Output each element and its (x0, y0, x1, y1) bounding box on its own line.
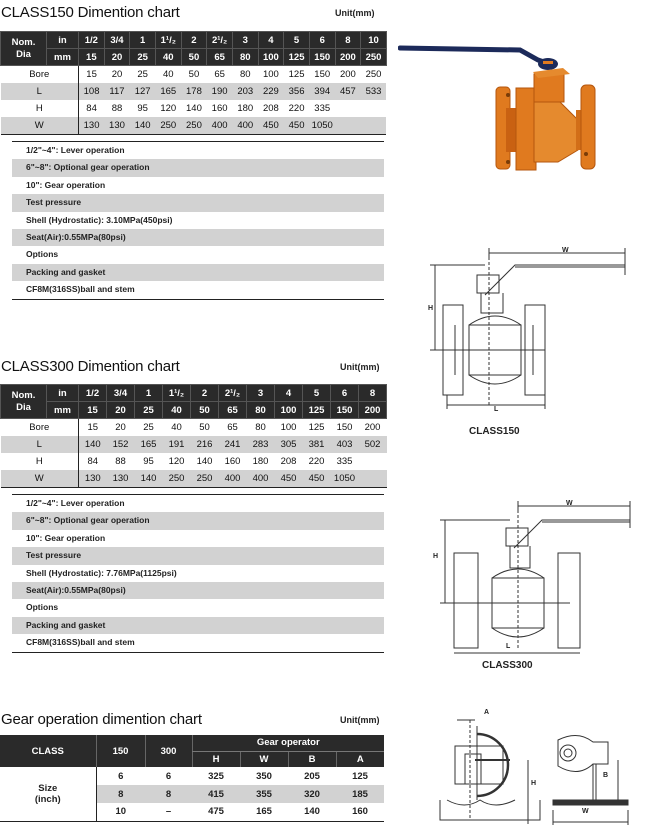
class300-notes (12, 494, 384, 653)
class150-caption: CLASS150 (469, 426, 520, 437)
table-cell: 335 (314, 103, 331, 114)
table-row (1, 453, 387, 470)
size-in-header: 1/2 (79, 385, 107, 402)
nom-dia-header (1, 32, 47, 66)
table-cell: 120 (168, 456, 185, 467)
row-label: W (1, 117, 79, 135)
note-line: Shell (Hydrostatic): 3.10MPa(450psi) (26, 214, 173, 225)
size-in-header: 2 (191, 385, 219, 402)
table-cell: 127 (130, 83, 156, 100)
table-cell: 241 (219, 436, 247, 453)
note-line: Shell (Hydrostatic): 7.76MPa(1125psi) (26, 567, 177, 578)
size-mm-header: 125 (303, 402, 331, 419)
in-header: in (47, 385, 79, 402)
table-cell: 400 (219, 470, 247, 488)
table-cell: 84 (86, 103, 97, 114)
nom-label: Nom. (11, 36, 36, 48)
table-cell: 130 (104, 117, 130, 135)
size-in-header: 8 (359, 385, 387, 402)
table-cell (359, 470, 387, 488)
table-cell: 394 (309, 83, 335, 100)
class300-caption: CLASS300 (482, 660, 533, 671)
note-line: Packing and gasket (12, 264, 384, 281)
table-cell: 80 (239, 69, 251, 80)
table-cell: 450 (284, 117, 310, 135)
size-in-header: 4 (258, 32, 284, 49)
valve-body-icon (496, 68, 595, 170)
note-line: CF8M(316SS)ball and stem (26, 637, 135, 648)
table-cell: 178 (181, 83, 207, 100)
size-label-line1: Size (38, 782, 58, 794)
table-cell: 450 (303, 470, 331, 488)
size-mm-header: 25 (130, 49, 156, 66)
table-cell: 250 (365, 69, 382, 80)
gear-cell: 6 (118, 770, 124, 782)
gear-class-header: CLASS (0, 735, 96, 767)
table-cell (361, 117, 387, 135)
table-cell: 140 (135, 470, 163, 488)
gear-cell: – (165, 806, 172, 818)
table-cell: 125 (308, 422, 325, 433)
note-line: Test pressure (12, 194, 384, 211)
table-cell (359, 453, 387, 470)
table-cell: 40 (163, 69, 174, 80)
row-label: H (1, 100, 79, 117)
size-in-header: 5 (284, 32, 310, 49)
table-row (1, 100, 387, 117)
table-cell: 450 (275, 470, 303, 488)
table-cell: 160 (211, 103, 228, 114)
table-cell: 25 (143, 422, 154, 433)
gear-h-label: H (531, 780, 537, 787)
note-line: Seat(Air):0.55MPa(80psi) (12, 582, 384, 599)
class150-dimension-table (0, 31, 387, 135)
size-mm-header: 250 (361, 49, 387, 66)
size-mm-header: 125 (284, 49, 310, 66)
class300-l-label: L (506, 643, 511, 650)
class150-h-label: H (428, 305, 434, 312)
table-cell: 457 (335, 83, 361, 100)
gear-cell: 10 (115, 806, 127, 818)
table-cell: 250 (155, 117, 181, 135)
size-mm-header: 25 (135, 402, 163, 419)
nom-dia-header (1, 385, 47, 419)
size-mm-header: 20 (107, 402, 135, 419)
table-cell: 140 (130, 117, 156, 135)
table-cell: 95 (143, 456, 154, 467)
gear-cell: 325 (208, 770, 224, 782)
table-cell: 108 (79, 83, 105, 100)
class150-unit: Unit(mm) (335, 8, 375, 18)
table-cell: 305 (275, 436, 303, 453)
row-label: Bore (1, 419, 79, 437)
size-in-header: 3/4 (104, 32, 130, 49)
gear-title: Gear operation dimention chart (1, 711, 202, 728)
class150-title: CLASS150 Dimention chart (1, 4, 180, 21)
table-cell (335, 100, 361, 117)
table-cell: 229 (258, 83, 284, 100)
table-cell: 20 (115, 422, 126, 433)
class300-unit: Unit(mm) (340, 362, 380, 372)
table-cell: 40 (171, 422, 182, 433)
table-cell: 165 (135, 436, 163, 453)
size-in-header: 6 (309, 32, 335, 49)
note-line: 10": Gear operation (26, 532, 106, 543)
table-cell: 190 (207, 83, 233, 100)
row-label: Bore (1, 66, 79, 84)
note-line: 1/2"~4": Lever operation (26, 498, 125, 508)
note-line: Packing and gasket (12, 617, 384, 634)
size-in-header: 5 (303, 385, 331, 402)
note-line: 6"~8": Optional gear operation (12, 159, 384, 176)
size-mm-header: 200 (359, 402, 387, 419)
size-in-header: 1¹/₂ (163, 385, 191, 402)
gear-w-header: W (240, 751, 288, 767)
mm-header: mm (47, 49, 79, 66)
table-cell: 140 (79, 436, 107, 453)
table-row (1, 470, 387, 488)
table-cell: 335 (336, 456, 353, 467)
table-cell: 533 (361, 83, 387, 100)
size-in-header: 1 (130, 32, 156, 49)
table-cell: 400 (207, 117, 233, 135)
note-line: 10": Gear operation (26, 179, 106, 190)
size-label-line2: (inch) (34, 793, 61, 805)
dia-label: Dia (16, 401, 31, 413)
gear-cell: 160 (352, 806, 368, 818)
row-label: H (1, 453, 79, 470)
size-in-header: 1¹/₂ (155, 32, 181, 49)
gear-cell: 165 (256, 806, 272, 818)
table-cell: 208 (280, 456, 297, 467)
table-cell: 203 (232, 83, 258, 100)
table-cell: 50 (188, 69, 200, 80)
table-row (1, 66, 387, 84)
table-cell: 502 (359, 436, 387, 453)
table-cell: 84 (87, 456, 99, 467)
table-cell: 165 (155, 83, 181, 100)
mm-header: mm (47, 402, 79, 419)
gear-cell: 355 (240, 785, 288, 803)
gear-cell: 6 (165, 770, 172, 782)
gear-top-drawing (548, 730, 648, 826)
size-mm-header: 150 (331, 402, 359, 419)
table-cell: 450 (258, 117, 284, 135)
gear-b-label: B (603, 772, 609, 779)
gear-side-drawing (435, 710, 545, 826)
nom-label: Nom. (11, 389, 36, 401)
class300-title: CLASS300 Dimention chart (1, 358, 180, 375)
size-mm-header: 15 (79, 49, 105, 66)
table-row (1, 117, 387, 135)
gear-a-label: A (484, 709, 490, 716)
table-cell: 120 (160, 103, 177, 114)
gear-b-header: B (288, 751, 336, 767)
table-cell: 140 (196, 456, 213, 467)
size-in-header: 3 (232, 32, 258, 49)
size-mm-header: 65 (219, 402, 247, 419)
size-mm-header: 40 (163, 402, 191, 419)
gear-unit: Unit(mm) (340, 715, 380, 725)
size-in-header: 2¹/₂ (219, 385, 247, 402)
size-mm-header: 100 (275, 402, 303, 419)
size-mm-header: 65 (207, 49, 233, 66)
gear-cell: 125 (352, 770, 368, 782)
gear-dimension-table (0, 735, 384, 822)
size-in-header: 8 (335, 32, 361, 49)
in-header: in (47, 32, 79, 49)
gear-cell: 205 (304, 770, 320, 782)
table-cell: 250 (191, 470, 219, 488)
class150-l-label: L (494, 406, 499, 413)
size-mm-header: 200 (335, 49, 361, 66)
gear-row (0, 767, 384, 785)
class150-w-label: W (562, 247, 569, 254)
table-cell: 95 (137, 103, 148, 114)
table-cell: 250 (181, 117, 207, 135)
table-cell: 152 (107, 436, 135, 453)
class150-notes (12, 141, 384, 300)
table-cell: 400 (232, 117, 258, 135)
table-cell: 65 (227, 422, 238, 433)
gear-cell: 140 (304, 806, 320, 818)
table-cell: 208 (262, 103, 279, 114)
gear-cell: 415 (192, 785, 240, 803)
table-cell: 130 (79, 117, 105, 135)
size-mm-header: 50 (181, 49, 207, 66)
table-cell: 100 (262, 69, 279, 80)
table-cell: 250 (163, 470, 191, 488)
table-cell: 381 (303, 436, 331, 453)
table-cell (361, 100, 387, 117)
gear-cell: 350 (256, 770, 272, 782)
table-cell: 88 (111, 103, 123, 114)
table-cell: 400 (247, 470, 275, 488)
size-mm-header: 80 (232, 49, 258, 66)
size-in-header: 2¹/₂ (207, 32, 233, 49)
gear-150-header: 150 (96, 735, 145, 767)
valve-lever-icon (400, 48, 558, 70)
size-mm-header: 15 (79, 402, 107, 419)
table-cell: 160 (224, 456, 241, 467)
table-cell: 180 (252, 456, 269, 467)
table-cell: 200 (339, 69, 356, 80)
gear-cell: 8 (96, 785, 145, 803)
table-cell: 191 (163, 436, 191, 453)
size-mm-header: 40 (155, 49, 181, 66)
table-cell: 88 (115, 456, 126, 467)
gear-w-label: W (582, 808, 589, 815)
row-label: W (1, 470, 79, 488)
table-cell (335, 117, 361, 135)
size-mm-header: 20 (104, 49, 130, 66)
gear-h-header: H (192, 751, 240, 767)
table-cell: 1050 (309, 117, 335, 135)
gear-cell: 8 (145, 785, 192, 803)
class300-w-label: W (566, 500, 573, 507)
class300-dimension-table (0, 384, 387, 488)
table-cell: 50 (199, 422, 210, 433)
table-row (1, 83, 387, 100)
size-in-header: 3 (247, 385, 275, 402)
note-line: CF8M(316SS)ball and stem (26, 284, 135, 295)
note-line: Options (26, 602, 59, 613)
note-line: Test pressure (12, 547, 384, 564)
gear-300-header: 300 (145, 735, 192, 767)
row-label: L (1, 436, 79, 453)
gear-cell: 475 (208, 806, 224, 818)
size-in-header: 1 (135, 385, 163, 402)
size-mm-header: 150 (309, 49, 335, 66)
class300-h-label: H (433, 553, 439, 560)
table-cell: 20 (111, 69, 123, 80)
size-mm-header: 80 (247, 402, 275, 419)
table-cell: 283 (247, 436, 275, 453)
size-in-header: 4 (275, 385, 303, 402)
gear-cell: 320 (288, 785, 336, 803)
class300-drawing (430, 498, 640, 658)
table-cell: 117 (104, 83, 130, 100)
table-cell: 15 (87, 422, 99, 433)
size-in-header: 2 (181, 32, 207, 49)
valve-photo (398, 40, 598, 180)
table-cell: 356 (284, 83, 310, 100)
table-cell: 220 (288, 103, 305, 114)
table-cell: 200 (364, 422, 381, 433)
table-cell: 403 (331, 436, 359, 453)
table-cell: 125 (288, 69, 305, 80)
table-cell: 180 (237, 103, 254, 114)
table-row (1, 419, 387, 437)
table-cell: 220 (308, 456, 325, 467)
size-mm-header: 100 (258, 49, 284, 66)
table-cell: 25 (137, 69, 148, 80)
table-cell: 150 (314, 69, 331, 80)
table-row (1, 436, 387, 453)
size-mm-header: 50 (191, 402, 219, 419)
note-line: Options (26, 249, 59, 260)
row-label: L (1, 83, 79, 100)
note-line: 1/2"~4": Lever operation (26, 145, 125, 155)
size-in-header: 10 (361, 32, 387, 49)
gear-cell: 185 (336, 785, 384, 803)
size-in-header: 3/4 (107, 385, 135, 402)
table-cell: 80 (255, 422, 266, 433)
gear-operator-header: Gear operator (192, 735, 384, 751)
table-cell: 130 (79, 470, 107, 488)
class150-drawing (425, 245, 640, 415)
note-line: 6"~8": Optional gear operation (12, 512, 384, 529)
table-cell: 15 (86, 69, 97, 80)
table-cell: 65 (214, 69, 225, 80)
table-cell: 150 (336, 422, 353, 433)
note-line: Seat(Air):0.55MPa(80psi) (12, 229, 384, 246)
gear-a-header: A (336, 751, 384, 767)
table-cell: 130 (107, 470, 135, 488)
table-cell: 140 (186, 103, 202, 114)
size-in-header: 1/2 (79, 32, 105, 49)
table-cell: 1050 (331, 470, 359, 488)
table-cell: 100 (280, 422, 297, 433)
table-cell: 216 (191, 436, 219, 453)
size-in-header: 6 (331, 385, 359, 402)
dia-label: Dia (16, 48, 31, 60)
gear-size-label (0, 767, 96, 821)
